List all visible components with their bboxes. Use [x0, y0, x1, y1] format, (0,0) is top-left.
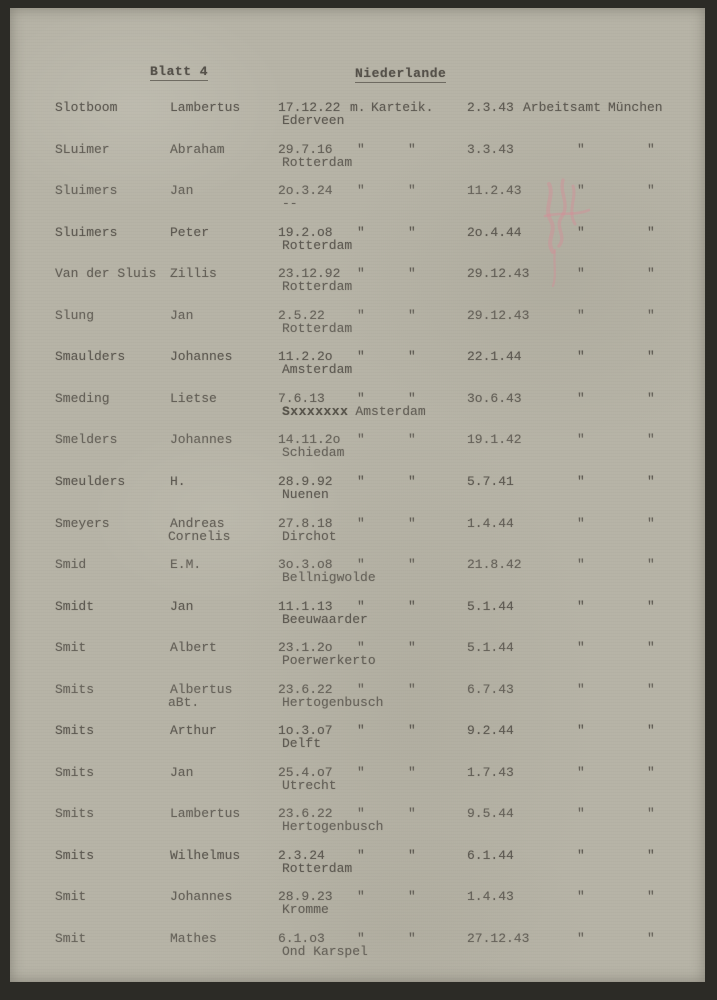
- record-row: [10, 474, 705, 516]
- registration-date: 6.1.44: [467, 848, 514, 863]
- ditto-mark: ": [357, 765, 365, 780]
- ditto-mark: ": [357, 723, 365, 738]
- record-row: [10, 889, 705, 931]
- ditto-mark: ": [577, 682, 585, 697]
- ditto-mark: ": [408, 599, 416, 614]
- ditto-mark: ": [408, 931, 416, 946]
- record-row: [10, 848, 705, 890]
- given-name: Jan: [170, 765, 194, 780]
- surname: Smeding: [55, 391, 110, 406]
- birth-date: 23.12.92: [278, 266, 341, 281]
- record-row: [10, 183, 705, 225]
- ditto-mark: ": [647, 723, 655, 738]
- surname: Smit: [55, 889, 87, 904]
- birth-place-text: Rotterdam: [282, 155, 353, 170]
- record-row: [10, 308, 705, 350]
- birth-place: [282, 529, 337, 544]
- ditto-mark: ": [577, 640, 585, 655]
- ditto-mark: ": [647, 225, 655, 240]
- birth-place: [282, 736, 321, 751]
- ditto-mark: ": [647, 765, 655, 780]
- ditto-mark: ": [408, 266, 416, 281]
- office: Arbeitsamt: [523, 100, 602, 115]
- ditto-mark: ": [647, 848, 655, 863]
- ditto-mark: ": [647, 557, 655, 572]
- ditto-mark: ": [357, 266, 365, 281]
- record-row: [10, 225, 705, 267]
- birth-date: 25.4.o7: [278, 765, 333, 780]
- ditto-mark: ": [408, 640, 416, 655]
- birth-date: 17.12.22: [278, 100, 341, 115]
- card-note: Karteik.: [371, 100, 434, 115]
- ditto-mark: ": [577, 723, 585, 738]
- surname: Slotboom: [55, 100, 118, 115]
- birth-place-text: Kromme: [282, 902, 329, 917]
- ditto-mark: ": [577, 765, 585, 780]
- ditto-mark: ": [408, 806, 416, 821]
- ditto-mark: ": [577, 266, 585, 281]
- ditto-mark: ": [577, 225, 585, 240]
- birth-place-text: Schiedam: [282, 445, 345, 460]
- ditto-mark: ": [357, 432, 365, 447]
- given-name: Peter: [170, 225, 210, 240]
- ditto-mark: ": [647, 889, 655, 904]
- given-name-second-line: aBt.: [168, 695, 200, 710]
- record-row: [10, 266, 705, 308]
- surname: Smidt: [55, 599, 95, 614]
- birth-place: [282, 404, 426, 419]
- surname: Smeulders: [55, 474, 126, 489]
- birth-date: 7.6.13: [278, 391, 325, 406]
- birth-place: [282, 570, 376, 585]
- birth-place: [282, 113, 344, 128]
- birth-place-text: Dirchot: [282, 529, 337, 544]
- ditto-mark: ": [408, 183, 416, 198]
- ditto-mark: ": [647, 474, 655, 489]
- birth-date: 11.1.13: [278, 599, 333, 614]
- country-heading: Niederlande: [355, 66, 447, 81]
- ditto-mark: ": [577, 183, 585, 198]
- birth-date: 1o.3.o7: [278, 723, 333, 738]
- registration-date: 19.1.42: [467, 432, 522, 447]
- surname: Smit: [55, 931, 87, 946]
- ditto-mark: ": [577, 848, 585, 863]
- given-name: Wilhelmus: [170, 848, 241, 863]
- ditto-mark: ": [647, 806, 655, 821]
- ditto-mark: ": [647, 640, 655, 655]
- birth-place: [282, 321, 352, 336]
- surname: Smits: [55, 723, 95, 738]
- record-row: [10, 557, 705, 599]
- surname: Smits: [55, 765, 95, 780]
- surname: Smid: [55, 557, 87, 572]
- given-name: Lietse: [170, 391, 217, 406]
- given-name: Johannes: [170, 349, 233, 364]
- surname: Van der Sluis: [55, 266, 157, 281]
- birth-date: 2.3.24: [278, 848, 325, 863]
- birth-place-text: Beeuwaarder: [282, 612, 368, 627]
- birth-date: 2.5.22: [278, 308, 325, 323]
- surname: Smit: [55, 640, 87, 655]
- birth-place-text: Rotterdam: [282, 321, 353, 336]
- birth-place: [282, 445, 344, 460]
- surname: Smelders: [55, 432, 118, 447]
- ditto-mark: ": [408, 432, 416, 447]
- birth-place-text: --: [282, 196, 298, 211]
- ditto-mark: ": [647, 266, 655, 281]
- birth-date: 23.1.2o: [278, 640, 333, 655]
- given-name: Jan: [170, 599, 194, 614]
- birth-place: [282, 279, 352, 294]
- birth-date: 6.1.o3: [278, 931, 325, 946]
- ditto-mark: ": [357, 931, 365, 946]
- record-row: [10, 100, 705, 142]
- birth-place-text: Utrecht: [282, 778, 337, 793]
- registration-date: 2o.4.44: [467, 225, 522, 240]
- birth-date: 28.9.23: [278, 889, 333, 904]
- given-name: Johannes: [170, 889, 233, 904]
- ditto-mark: ": [577, 308, 585, 323]
- card-note: m.: [350, 100, 366, 115]
- birth-place: [282, 196, 298, 211]
- birth-date: 29.7.16: [278, 142, 333, 157]
- registration-date: 1.7.43: [467, 765, 514, 780]
- birth-place-text: Bellnigwolde: [282, 570, 376, 585]
- birth-place-text: Rotterdam: [282, 279, 353, 294]
- ditto-mark: ": [408, 557, 416, 572]
- birth-place-text: Poerwerkerto: [282, 653, 376, 668]
- given-name: Albertus: [170, 682, 233, 697]
- record-row: [10, 432, 705, 474]
- given-name: Lambertus: [170, 806, 241, 821]
- given-name: Mathes: [170, 931, 217, 946]
- birth-date: 28.9.92: [278, 474, 333, 489]
- ditto-mark: ": [408, 474, 416, 489]
- registration-date: 9.2.44: [467, 723, 514, 738]
- ditto-mark: ": [577, 432, 585, 447]
- surname: Smits: [55, 848, 95, 863]
- birth-place-text: Hertogenbusch: [282, 819, 384, 834]
- surname: Smits: [55, 682, 95, 697]
- birth-place: [282, 819, 383, 834]
- office: München: [608, 100, 663, 115]
- ditto-mark: ": [577, 806, 585, 821]
- birth-date: 27.8.18: [278, 516, 333, 531]
- given-name: Lambertus: [170, 100, 241, 115]
- ditto-mark: ": [408, 723, 416, 738]
- given-name: Jan: [170, 308, 194, 323]
- birth-place-text: Amsterdam: [355, 404, 426, 419]
- surname: Slung: [55, 308, 95, 323]
- ditto-mark: ": [647, 682, 655, 697]
- surname: Smeyers: [55, 516, 110, 531]
- ditto-mark: ": [357, 142, 365, 157]
- given-name: H.: [170, 474, 186, 489]
- given-name-second-line: Cornelis: [168, 529, 231, 544]
- ditto-mark: ": [408, 682, 416, 697]
- ditto-mark: ": [357, 557, 365, 572]
- record-row: [10, 516, 705, 558]
- birth-place: [282, 487, 329, 502]
- ditto-mark: ": [577, 889, 585, 904]
- birth-place-text: Delft: [282, 736, 322, 751]
- record-row: [10, 599, 705, 641]
- ditto-mark: ": [408, 308, 416, 323]
- registration-date: 1.4.43: [467, 889, 514, 904]
- surname: Sluimers: [55, 183, 118, 198]
- registration-date: 22.1.44: [467, 349, 522, 364]
- ditto-mark: ": [577, 557, 585, 572]
- ditto-mark: ": [577, 349, 585, 364]
- birth-date: 14.11.2o: [278, 432, 341, 447]
- page-number-heading: Blatt 4: [150, 64, 209, 79]
- record-row: [10, 723, 705, 765]
- ditto-mark: ": [647, 391, 655, 406]
- ditto-mark: ": [577, 142, 585, 157]
- ditto-mark: ": [408, 349, 416, 364]
- birth-place: [282, 778, 337, 793]
- ditto-mark: ": [357, 225, 365, 240]
- ditto-mark: ": [408, 142, 416, 157]
- surname: Smaulders: [55, 349, 126, 364]
- birth-place-text: Ond Karspel: [282, 944, 368, 959]
- surname: Smits: [55, 806, 95, 821]
- registration-date: 5.7.41: [467, 474, 514, 489]
- registration-date: 9.5.44: [467, 806, 514, 821]
- ditto-mark: ": [577, 516, 585, 531]
- ditto-mark: ": [357, 848, 365, 863]
- given-name: Albert: [170, 640, 217, 655]
- ditto-mark: ": [647, 931, 655, 946]
- given-name: Zillis: [170, 266, 217, 281]
- birth-place: [282, 861, 352, 876]
- ditto-mark: ": [647, 349, 655, 364]
- record-row: [10, 349, 705, 391]
- birth-place-text: Amsterdam: [282, 362, 353, 377]
- ditto-mark: ": [357, 599, 365, 614]
- birth-date: 23.6.22: [278, 806, 333, 821]
- record-row: [10, 391, 705, 433]
- birth-place: [282, 695, 383, 710]
- birth-place-text: Rotterdam: [282, 861, 353, 876]
- ditto-mark: ": [577, 391, 585, 406]
- birth-date: 2o.3.24: [278, 183, 333, 198]
- birth-date: 3o.3.o8: [278, 557, 333, 572]
- birth-date: 23.6.22: [278, 682, 333, 697]
- ditto-mark: ": [408, 391, 416, 406]
- birth-place-text: Nuenen: [282, 487, 329, 502]
- ditto-mark: ": [408, 225, 416, 240]
- ditto-mark: ": [357, 640, 365, 655]
- birth-place: [282, 653, 376, 668]
- registration-date: 29.12.43: [467, 308, 530, 323]
- registration-date: 1.4.44: [467, 516, 514, 531]
- ditto-mark: ": [357, 682, 365, 697]
- paper-page: [10, 8, 705, 982]
- ditto-mark: ": [357, 806, 365, 821]
- registration-date: 5.1.44: [467, 599, 514, 614]
- registration-date: 27.12.43: [467, 931, 530, 946]
- record-row: [10, 640, 705, 682]
- ditto-mark: ": [577, 599, 585, 614]
- struck-text: Sxxxxxxx: [282, 404, 349, 419]
- record-row: [10, 142, 705, 184]
- given-name: Abraham: [170, 142, 225, 157]
- ditto-mark: ": [577, 931, 585, 946]
- ditto-mark: ": [357, 308, 365, 323]
- record-row: [10, 765, 705, 807]
- record-row: [10, 682, 705, 724]
- ditto-mark: ": [647, 599, 655, 614]
- registration-date: 21.8.42: [467, 557, 522, 572]
- registration-date: 29.12.43: [467, 266, 530, 281]
- birth-place: [282, 155, 352, 170]
- given-name: Andreas: [170, 516, 225, 531]
- surname: SLuimer: [55, 142, 110, 157]
- birth-place-text: Ederveen: [282, 113, 345, 128]
- ditto-mark: ": [357, 183, 365, 198]
- ditto-mark: ": [408, 516, 416, 531]
- registration-date: 6.7.43: [467, 682, 514, 697]
- ditto-mark: ": [647, 183, 655, 198]
- ditto-mark: ": [408, 765, 416, 780]
- birth-place: [282, 902, 329, 917]
- registration-date: 3.3.43: [467, 142, 514, 157]
- registration-date: 2.3.43: [467, 100, 514, 115]
- given-name: Jan: [170, 183, 194, 198]
- birth-place-text: Hertogenbusch: [282, 695, 384, 710]
- ditto-mark: ": [647, 308, 655, 323]
- birth-date: 19.2.o8: [278, 225, 333, 240]
- given-name: E.M.: [170, 557, 202, 572]
- registration-date: 3o.6.43: [467, 391, 522, 406]
- ditto-mark: ": [647, 432, 655, 447]
- ditto-mark: ": [647, 142, 655, 157]
- ditto-mark: ": [647, 516, 655, 531]
- ditto-mark: ": [408, 889, 416, 904]
- ditto-mark: ": [357, 349, 365, 364]
- given-name: Arthur: [170, 723, 217, 738]
- birth-place: [282, 612, 368, 627]
- given-name: Johannes: [170, 432, 233, 447]
- ditto-mark: ": [357, 516, 365, 531]
- ditto-mark: ": [357, 889, 365, 904]
- ditto-mark: ": [357, 391, 365, 406]
- birth-place: [282, 944, 368, 959]
- record-row: [10, 806, 705, 848]
- ditto-mark: ": [357, 474, 365, 489]
- record-row: [10, 931, 705, 973]
- birth-date: 11.2.2o: [278, 349, 333, 364]
- birth-place: [282, 238, 352, 253]
- ditto-mark: ": [408, 848, 416, 863]
- surname: Sluimers: [55, 225, 118, 240]
- birth-place-text: Rotterdam: [282, 238, 353, 253]
- registration-date: 5.1.44: [467, 640, 514, 655]
- birth-place: [282, 362, 352, 377]
- registration-date: 11.2.43: [467, 183, 522, 198]
- ditto-mark: ": [577, 474, 585, 489]
